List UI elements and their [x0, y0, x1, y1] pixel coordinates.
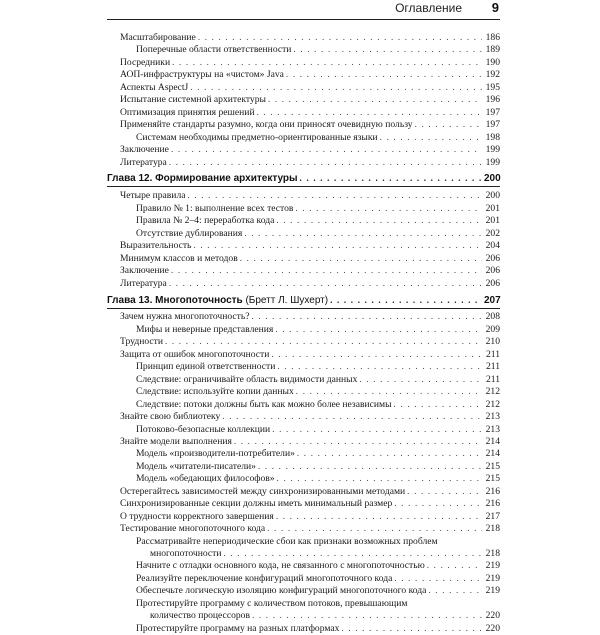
- toc-entry: [0, 68, 600, 81]
- toc-entry-title: Аспекты AspectJ: [120, 81, 189, 93]
- header-page-number: 9: [491, 0, 499, 15]
- toc-entry-title: Протестируйте программу на разных платформах: [136, 622, 340, 634]
- chapter-title: Глава 12. Формирование архитектуры: [107, 173, 298, 185]
- dot-leader: [428, 584, 482, 597]
- dot-leader: [171, 264, 482, 277]
- toc-entry: [0, 31, 600, 44]
- toc-entry-page: 201: [485, 202, 500, 214]
- toc-entry-page: 220: [485, 610, 500, 622]
- toc-entry-title: Модель «производители-потребители»: [136, 448, 295, 460]
- toc-entry: [0, 323, 600, 336]
- toc-entry-title: Модель «читатели-писатели»: [136, 460, 256, 472]
- dot-leader: [169, 277, 482, 290]
- toc-entry: [0, 227, 600, 240]
- dot-leader: [295, 202, 482, 215]
- dot-leader: [165, 335, 482, 348]
- dot-leader: [394, 572, 482, 585]
- toc-entry-page: 207: [484, 294, 501, 306]
- dot-leader: [276, 214, 482, 227]
- chapter-author: (Бретт Л. Шухерт): [242, 294, 329, 306]
- chapter-heading: [0, 294, 600, 307]
- toc-entry-title: Начните с отладки основного кода, не связанного с многопоточностью: [136, 560, 425, 572]
- toc-entry-page: 213: [485, 423, 500, 435]
- toc-entry-title: Реализуйте переключение конфигураций многопоточного кода: [136, 572, 393, 584]
- dot-leader: [169, 156, 482, 169]
- dot-leader: [172, 56, 482, 69]
- toc-entry-page: 218: [485, 523, 500, 535]
- toc-entry-page: 211: [485, 348, 500, 360]
- dot-leader: [394, 398, 482, 411]
- toc-entry-title: Следствие: используйте копии данных: [136, 386, 294, 398]
- toc-entry-page: 211: [485, 361, 500, 373]
- toc-entry-title: Остерегайтесь зависимостей между синхронизированными методами: [120, 485, 406, 497]
- toc-entry: [0, 485, 600, 498]
- dot-leader: [222, 410, 482, 423]
- dot-leader: [258, 460, 482, 473]
- toc-entry-page: 209: [485, 323, 500, 335]
- toc-entry: [0, 423, 600, 436]
- toc-entry-page: 215: [485, 460, 500, 472]
- toc-entry-title: Синхронизированные секции должны иметь минимальный размер: [120, 498, 393, 510]
- toc-entry-title: Оптимизация принятия решений: [120, 106, 255, 118]
- toc-entry-page: 220: [485, 622, 500, 634]
- dot-leader: [297, 447, 482, 460]
- dot-leader: [234, 435, 482, 448]
- toc-entry-page: 192: [485, 69, 500, 81]
- toc-entry-page: 218: [485, 548, 500, 559]
- toc-entry-page: 197: [485, 106, 500, 118]
- toc-entry: [0, 447, 600, 460]
- dot-leader: [193, 239, 482, 252]
- toc-entry: [0, 535, 600, 548]
- toc-entry-title: Защита от ошибок многопоточности: [120, 348, 270, 360]
- toc-entry: [0, 277, 600, 290]
- toc-entry-page: 213: [485, 411, 500, 423]
- toc-entry: [0, 106, 600, 119]
- dot-leader: [359, 373, 482, 386]
- toc-entry-title: Рассматривайте непериодические сбои как признаки возможных проблем: [136, 535, 438, 547]
- toc-entry: [0, 93, 600, 106]
- toc-entry-title: Модель «обедающих философов»: [136, 473, 275, 485]
- toc-entry: [0, 385, 600, 398]
- toc-entry-page: 199: [485, 156, 500, 168]
- toc-entry-page: 201: [485, 215, 500, 227]
- toc-entry: [0, 156, 600, 169]
- toc-entry: [0, 609, 600, 622]
- toc-entry: [0, 348, 600, 361]
- toc-entry: [0, 510, 600, 523]
- toc-entry-title: Заключение: [120, 265, 169, 277]
- toc-entry-title: Потоково-безопасные коллекции: [136, 423, 271, 435]
- toc-entry-title: количество процессоров: [150, 610, 250, 622]
- dot-leader: [407, 485, 482, 498]
- dot-leader: [277, 360, 482, 373]
- dot-leader: [271, 348, 482, 361]
- toc-entry-title: Мифы и неверные представления: [136, 323, 274, 335]
- toc-entry: [0, 398, 600, 411]
- toc-entry-title: Заключение: [120, 144, 169, 156]
- toc-entry-page: 206: [485, 277, 500, 289]
- toc-entry: [0, 81, 600, 94]
- toc-entry-page: 216: [485, 485, 500, 497]
- chapter-heading: [0, 172, 600, 185]
- toc-entry: [0, 310, 600, 323]
- toc-entry: [0, 131, 600, 144]
- toc-entry-page: 212: [485, 398, 500, 410]
- dot-leader: [267, 522, 482, 535]
- toc-entry-title: Применяйте стандарты разумно, когда они приносят очевидную пользу: [120, 119, 413, 131]
- toc-entry-page: 214: [485, 435, 500, 447]
- dot-leader: [251, 310, 482, 323]
- dot-leader: [240, 252, 482, 265]
- toc-entry-title: Испытание системной архитектуры: [120, 94, 266, 106]
- dot-leader: [257, 106, 482, 119]
- toc-entry: [0, 335, 600, 348]
- toc-entry: [0, 252, 600, 265]
- dot-leader: [171, 143, 482, 156]
- toc-entry-title: Следствие: потоки должны быть как можно более независимы: [136, 398, 392, 410]
- toc-entry-page: 202: [485, 227, 500, 239]
- toc-entry-title: Знайте свою библиотеку: [120, 411, 221, 423]
- dot-leader: [293, 43, 482, 56]
- toc-entry-page: 189: [485, 44, 500, 56]
- toc-entry: [0, 597, 600, 610]
- toc-entry-title: Литература: [120, 156, 167, 168]
- toc-entry: [0, 202, 600, 215]
- dot-leader: [244, 227, 482, 240]
- toc-entry: [0, 56, 600, 69]
- toc-entry-page: 212: [485, 386, 500, 398]
- dot-leader: [415, 118, 482, 131]
- header-title: Оглавление: [395, 1, 462, 15]
- dot-leader: [275, 323, 482, 336]
- toc-entry-page: 199: [485, 144, 500, 156]
- toc-entry-title: Литература: [120, 277, 167, 289]
- toc-entry-title: О трудности корректного завершения: [120, 510, 274, 522]
- toc-entry-title: многопоточности: [150, 548, 222, 559]
- toc-entry-page: 211: [485, 373, 500, 385]
- toc-entry-title: Обеспечьте логическую изоляцию конфигураций многопоточного кода: [136, 585, 427, 597]
- toc-entry: [0, 522, 600, 535]
- toc-entry-title: Зачем нужна многопоточность?: [120, 311, 250, 323]
- toc-entry-title: Масштабирование: [120, 32, 196, 43]
- toc-entry: [0, 143, 600, 156]
- toc-entry-page: 216: [485, 498, 500, 510]
- toc-entry: [0, 264, 600, 277]
- toc-entry-title: Правила № 2–4: переработка кода: [136, 215, 275, 227]
- toc-entry-title: Принцип единой ответственности: [136, 361, 276, 373]
- toc-entry-title: Четыре правила: [120, 190, 186, 202]
- toc-entry-page: 195: [485, 81, 500, 93]
- toc-entry-page: 198: [485, 131, 500, 143]
- toc-entry-page: 208: [485, 311, 500, 323]
- toc-entry-page: 219: [485, 585, 500, 597]
- toc-entry-title: Тестирование многопоточного кода: [120, 523, 266, 535]
- toc-entry: [0, 622, 600, 635]
- toc-entry-title: Системам необходимы предметно-ориентированные языки: [136, 131, 378, 143]
- toc-entry: [0, 410, 600, 423]
- dot-leader: [341, 622, 482, 635]
- dot-leader: [330, 294, 482, 307]
- toc-entry: [0, 435, 600, 448]
- toc-entry: [0, 497, 600, 510]
- dot-leader: [380, 131, 482, 144]
- toc-entry-page: 219: [485, 560, 500, 572]
- toc-entry-title: АОП-инфраструктуры на «чистом» Java: [120, 69, 284, 81]
- toc-entry-page: 214: [485, 448, 500, 460]
- toc-entry: [0, 43, 600, 56]
- chapter-title: Глава 13. Многопоточность (Бретт Л. Шухерт): [107, 294, 329, 306]
- toc-entry-page: 190: [485, 56, 500, 68]
- toc-entry-page: 206: [485, 252, 500, 264]
- toc-entry-page: 204: [485, 240, 500, 252]
- toc-entry-title: Отсутствие дублирования: [136, 227, 243, 239]
- toc-entry-title: Знайте модели выполнения: [120, 435, 232, 447]
- dot-leader: [198, 31, 482, 44]
- dot-leader: [268, 93, 482, 106]
- toc-entry-title: Следствие: ограничивайте область видимости данных: [136, 373, 358, 385]
- toc-entry-title: Поперечные области ответственности: [136, 44, 292, 56]
- toc-entry-title: Минимум классов и методов: [120, 252, 238, 264]
- chapter-divider: [107, 308, 500, 309]
- toc-entry: [0, 460, 600, 473]
- dot-leader: [252, 609, 482, 622]
- dot-leader: [276, 510, 482, 523]
- toc-entry: [0, 360, 600, 373]
- toc-entry-page: 206: [485, 265, 500, 277]
- toc-entry-title: Выразительность: [120, 240, 192, 252]
- dot-leader: [296, 385, 482, 398]
- dot-leader: [224, 547, 483, 560]
- toc-entry-page: 186: [485, 32, 500, 43]
- toc-entry-page: 219: [485, 572, 500, 584]
- toc-entry: [0, 214, 600, 227]
- toc-entry-page: 197: [485, 119, 500, 131]
- toc-entry: [0, 118, 600, 131]
- toc-entry-title: Протестируйте программу с количеством потоков, превышающим: [136, 597, 408, 609]
- dot-leader: [394, 497, 482, 510]
- toc-entry-title: Трудности: [120, 336, 163, 348]
- dot-leader: [286, 68, 482, 81]
- toc-entry: [0, 239, 600, 252]
- toc-entry: [0, 584, 600, 597]
- toc-entry-page: 215: [485, 473, 500, 485]
- toc-entry: [0, 572, 600, 585]
- toc-entry-title: Посредники: [120, 56, 171, 68]
- dot-leader: [187, 189, 482, 202]
- toc-entry-page: 200: [485, 190, 500, 202]
- dot-leader: [300, 172, 482, 185]
- toc-entry: [0, 472, 600, 485]
- chapter-divider: [107, 186, 500, 187]
- toc-entry-page: 210: [485, 336, 500, 348]
- toc-entry: [0, 559, 600, 572]
- page-header: [107, 0, 500, 20]
- toc-entry: [0, 373, 600, 386]
- toc-entry: [0, 189, 600, 202]
- toc-entry-title: Правило № 1: выполнение всех тестов: [136, 202, 294, 214]
- toc-entry: [0, 547, 600, 560]
- dot-leader: [277, 472, 482, 485]
- dot-leader: [190, 81, 482, 94]
- dot-leader: [272, 423, 482, 436]
- toc-entry-page: 217: [485, 510, 500, 522]
- toc-entry-page: 200: [484, 173, 501, 185]
- toc-entry-page: 196: [485, 94, 500, 106]
- dot-leader: [427, 559, 482, 572]
